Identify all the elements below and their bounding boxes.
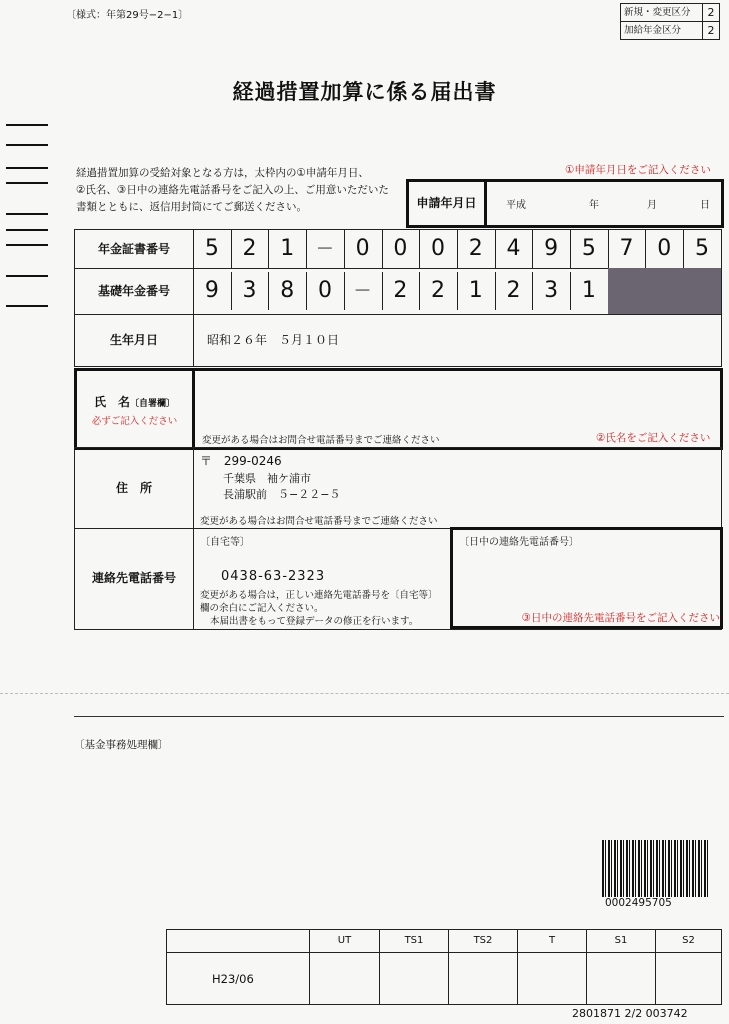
month-unit: 月 xyxy=(647,200,657,211)
digit: 3 xyxy=(544,278,559,303)
application-date-label: 申請年月日 xyxy=(409,182,487,225)
address-row xyxy=(74,447,722,529)
code-label: 新規・変更区分 xyxy=(621,4,703,21)
birth-label: 生年月日 xyxy=(75,315,194,366)
postal-code: 299-0246 xyxy=(223,454,282,468)
phone-row xyxy=(74,527,722,630)
code-value: 2 xyxy=(707,6,715,19)
address-line2: 長浦駅前 ５−２２−５ xyxy=(223,488,341,501)
name-label-suffix: 〔自署欄〕 xyxy=(130,399,176,409)
day-unit: 日 xyxy=(700,200,710,211)
barcode xyxy=(602,840,710,897)
phone-note: 本届出書をもって登録データの修正を行います。 xyxy=(210,616,419,627)
pension-cert-label: 年金証書番号 xyxy=(75,230,194,268)
digit: 0 xyxy=(393,236,408,261)
binder-mark xyxy=(6,124,48,126)
digit-dash: − xyxy=(315,236,335,261)
phone-note: 欄の余白にご記入ください。 xyxy=(200,603,324,614)
digit: 8 xyxy=(280,278,295,303)
processing-table xyxy=(166,929,722,1005)
intro-line: ②氏名、③日中の連絡先電話番号をご記入の上、ご用意いただいた xyxy=(76,184,389,196)
postal-line xyxy=(200,452,282,469)
form-code: 〔様式：年第29号−2−1〕 xyxy=(66,10,189,21)
table-header: TS1 xyxy=(404,935,424,946)
year-unit: 年 xyxy=(589,200,599,211)
name-label-cell xyxy=(77,371,195,447)
table-header: S1 xyxy=(614,935,628,946)
phone-label: 連絡先電話番号 xyxy=(75,527,194,629)
binder-mark xyxy=(6,275,48,277)
binder-mark xyxy=(6,144,48,146)
office-label: 〔基金事務処理欄〕 xyxy=(74,739,169,751)
basic-pension-row xyxy=(74,268,722,315)
digit: 9 xyxy=(544,236,559,261)
digit: 5 xyxy=(694,236,709,261)
digit: 2 xyxy=(468,236,483,261)
code-label: 加給年金区分 xyxy=(621,22,703,39)
address-line1: 千葉県 袖ケ浦市 xyxy=(223,472,311,485)
era-label: 平成 xyxy=(506,200,526,211)
name-note: ②氏名をご記入ください xyxy=(596,432,711,444)
postal-mark: 〒 xyxy=(200,454,213,468)
code-boxes xyxy=(620,3,720,40)
binder-mark xyxy=(6,167,48,169)
separator-line xyxy=(74,716,724,717)
digit: 2 xyxy=(431,278,446,303)
digit: 2 xyxy=(242,236,257,261)
birth-value: 昭和２６年 ５月１０日 xyxy=(207,333,340,347)
digit: 2 xyxy=(506,278,521,303)
digit: 1 xyxy=(280,236,295,261)
table-header: T xyxy=(548,935,556,946)
table-header: UT xyxy=(337,935,352,946)
code-value: 2 xyxy=(707,24,715,37)
digit: 0 xyxy=(317,278,332,303)
table-header: TS2 xyxy=(473,935,493,946)
page-title: 経過措置加算に係る届出書 xyxy=(232,80,497,104)
binder-mark xyxy=(6,229,48,231)
intro-text xyxy=(76,165,389,216)
name-label-line xyxy=(77,393,192,410)
intro-line: 経過措置加算の受給対象となる方は，太枠内の①申請年月日、 xyxy=(76,167,369,179)
home-phone-number: 0438-63-2323 xyxy=(221,569,326,584)
code-row-additional-pension xyxy=(620,22,720,40)
digit: 5 xyxy=(204,236,219,261)
digit: 3 xyxy=(242,278,257,303)
phone-note-red: ③日中の連絡先電話番号をご記入ください xyxy=(521,612,720,624)
digit: 0 xyxy=(431,236,446,261)
binder-mark xyxy=(6,244,48,246)
daytime-phone-box xyxy=(450,527,723,629)
name-label: 氏 名 xyxy=(93,395,130,409)
pension-cert-digits xyxy=(193,230,721,268)
binder-mark xyxy=(6,305,48,307)
digit: 0 xyxy=(355,236,370,261)
pension-cert-row xyxy=(74,229,722,269)
basic-pension-label: 基礎年金番号 xyxy=(75,268,194,314)
name-change-note: 変更がある場合はお問合せ電話番号までご連絡ください xyxy=(202,435,440,446)
digit-dash: − xyxy=(353,278,372,303)
intro-line: 書類とともに、返信用封筒にてご郵送ください。 xyxy=(76,201,307,213)
digit: 1 xyxy=(581,278,596,303)
footer-code: 2801871 2/2 003742 xyxy=(572,1007,688,1020)
application-date-box xyxy=(406,179,724,228)
phone-note: 変更がある場合は，正しい連絡先電話番号を〔自宅等〕 xyxy=(200,590,438,601)
fold-line xyxy=(0,693,729,694)
phone-notes xyxy=(200,589,438,628)
digit: 4 xyxy=(506,236,521,261)
shaded-cell xyxy=(608,268,721,314)
code-row-new-change xyxy=(620,3,720,22)
table-row-label: H23/06 xyxy=(212,972,254,986)
address-change-note: 変更がある場合はお問合せ電話番号までご連絡ください xyxy=(200,516,438,527)
digit: 5 xyxy=(581,236,596,261)
daytime-phone-label: 〔日中の連絡先電話番号〕 xyxy=(459,537,579,548)
date-note: ①申請年月日をご記入ください xyxy=(565,164,711,176)
name-required: 必ずご記入ください xyxy=(91,416,178,427)
home-phone-label: 〔自宅等〕 xyxy=(200,537,250,548)
table-header: S2 xyxy=(682,935,695,946)
digit: 9 xyxy=(204,278,219,303)
digit: 7 xyxy=(619,236,634,261)
name-box xyxy=(74,368,723,450)
digit: 0 xyxy=(657,236,672,261)
binder-mark xyxy=(6,213,48,215)
digit: 2 xyxy=(393,278,408,303)
barcode-number: 0002495705 xyxy=(605,897,672,909)
digit: 1 xyxy=(468,278,483,303)
birth-row xyxy=(74,315,722,367)
address-label: 住 所 xyxy=(75,448,194,528)
binder-mark xyxy=(6,182,48,184)
